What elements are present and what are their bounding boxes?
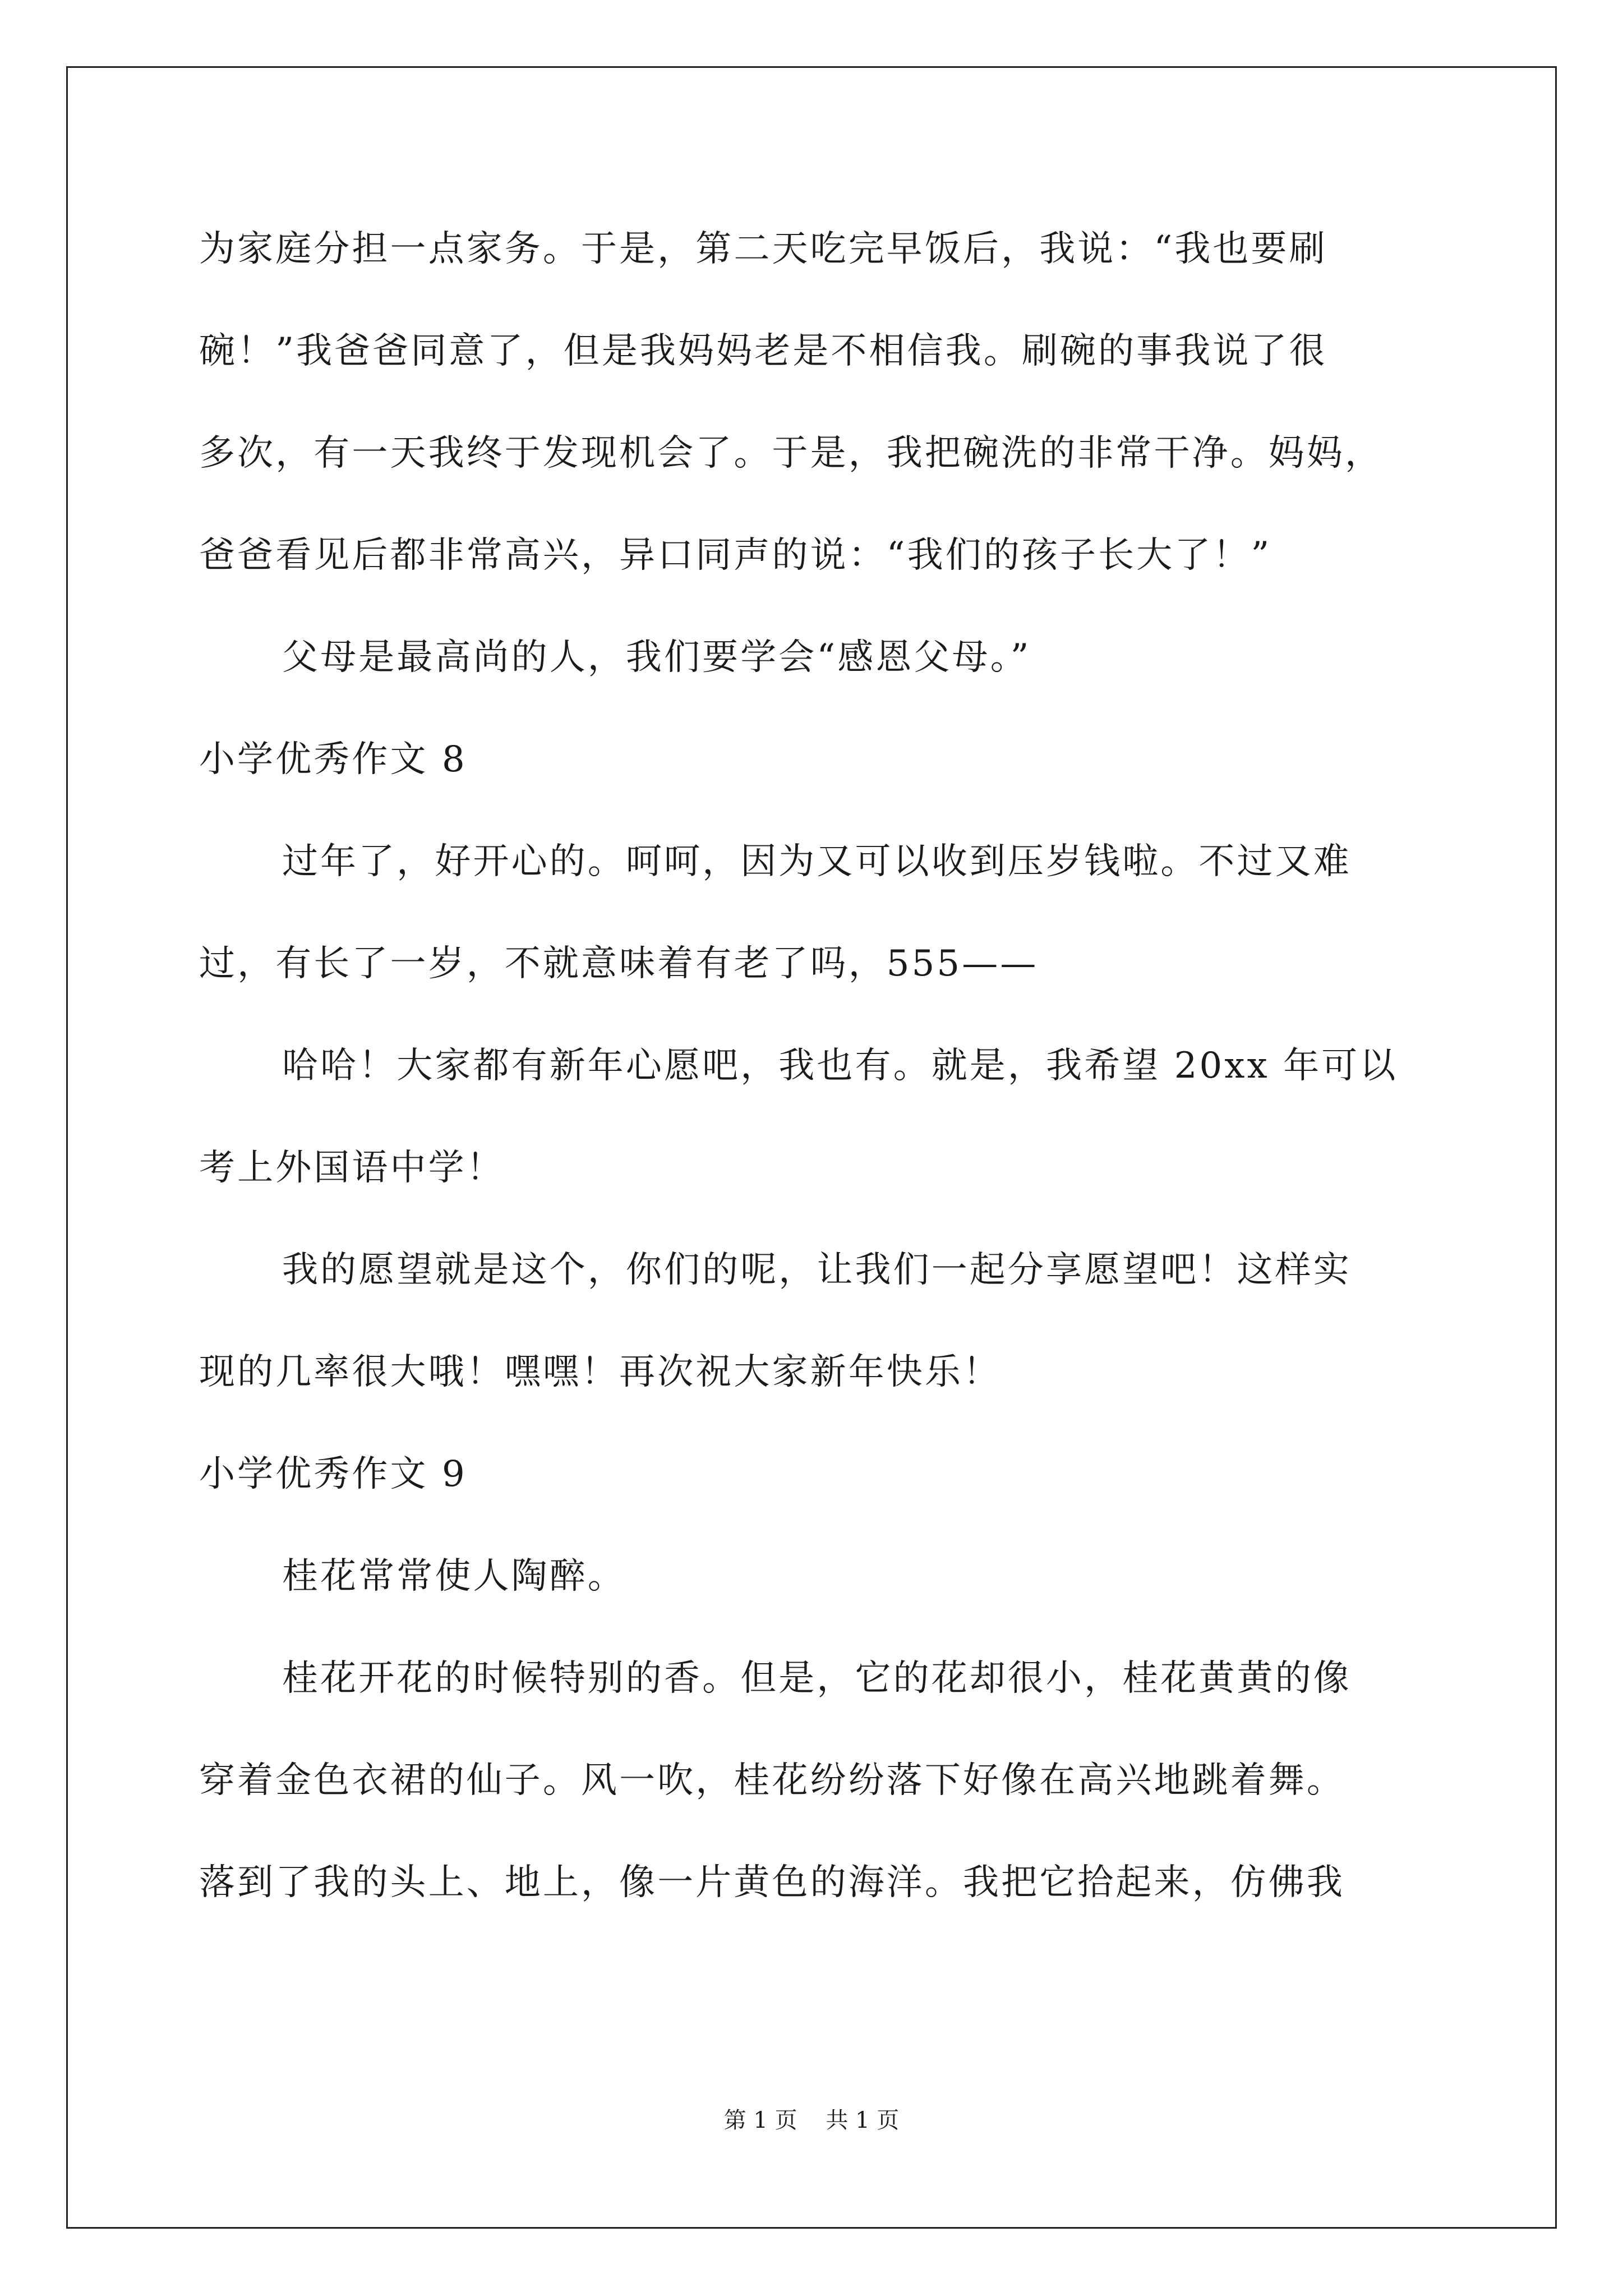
paragraph-line: 现的几率很大哦！嘿嘿！再次祝大家新年快乐！ bbox=[199, 1351, 1002, 1393]
paragraph-line: 为家庭分担一点家务。于是，第二天吃完早饭后，我说：“我也要刷 bbox=[199, 228, 1327, 270]
paragraph-line: 桂花开花的时候特别的香。但是，它的花却很小，桂花黄黄的像 bbox=[282, 1658, 1352, 1699]
paragraph-line: 考上外国语中学！ bbox=[199, 1147, 505, 1189]
paragraph-line: 落到了我的头上、地上，像一片黄色的海洋。我把它拾起来，仿佛我 bbox=[199, 1862, 1345, 1903]
paragraph-line: 我的愿望就是这个，你们的呢，让我们一起分享愿望吧！这样实 bbox=[282, 1249, 1352, 1291]
page-footer: 第 1 页 共 1 页 bbox=[723, 2108, 900, 2133]
paragraph-line: 爸爸看见后都非常高兴，异口同声的说：“我们的孩子长大了！” bbox=[199, 535, 1272, 576]
paragraph-line: 桂花常常使人陶醉。 bbox=[282, 1556, 626, 1597]
section-heading: 小学优秀作文 9 bbox=[199, 1453, 467, 1495]
paragraph-line: 哈哈！大家都有新年心愿吧，我也有。就是，我希望 20xx 年可以 bbox=[282, 1045, 1398, 1087]
paragraph-line: 父母是最高尚的人，我们要学会“感恩父母。” bbox=[282, 637, 1031, 678]
paragraph-line: 碗！”我爸爸同意了，但是我妈妈老是不相信我。刷碗的事我说了很 bbox=[199, 330, 1327, 372]
paragraph-line: 过年了，好开心的。呵呵，因为又可以收到压岁钱啦。不过又难 bbox=[282, 841, 1352, 882]
paragraph-line: 多次，有一天我终于发现机会了。于是，我把碗洗的非常干净。妈妈， bbox=[199, 432, 1384, 474]
paragraph-line: 穿着金色衣裙的仙子。风一吹，桂花纷纷落下好像在高兴地跳着舞。 bbox=[199, 1760, 1345, 1801]
section-heading: 小学优秀作文 8 bbox=[199, 739, 467, 780]
paragraph-line: 过，有长了一岁，不就意味着有老了吗，555—— bbox=[199, 943, 1039, 984]
